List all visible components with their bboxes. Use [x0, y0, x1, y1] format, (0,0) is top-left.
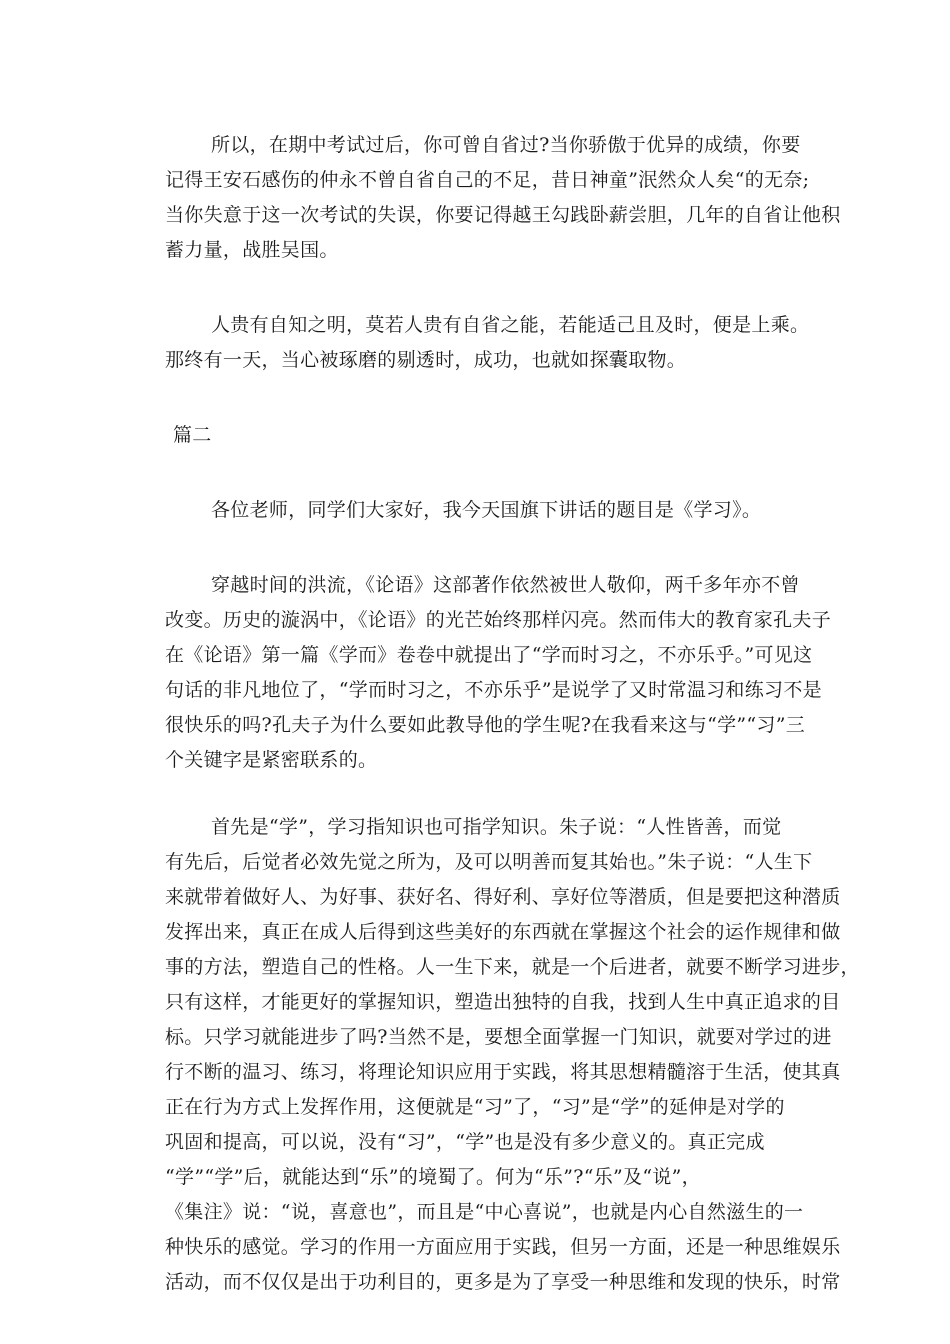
text-line: 当你失意于这一次考试的失误，你要记得越王勾践卧薪尝胆，几年的自省让他积	[165, 204, 841, 226]
paragraph-gap	[165, 268, 825, 308]
text-line: 人贵有自知之明，莫若人贵有自省之能，若能适己且及时，便是上乘。	[211, 314, 810, 336]
text-line: 正在行为方式上发挥作用，这便就是“习”了，“习”是“学”的延伸是对学的	[165, 1096, 785, 1118]
text-line: 很快乐的吗?孔夫子为什么要如此教导他的学生呢?在我看来这与“学”“习”三	[165, 714, 806, 736]
text-line: 个关键字是紧密联系的。	[165, 749, 378, 771]
text-line: 蓄力量，战胜吴国。	[165, 239, 339, 261]
text-line: 首先是“学”，学习指知识也可指学知识。朱子说：“人性皆善，而觉	[211, 816, 782, 838]
text-line: 记得王安石感伤的仲永不曾自省自己的不足，昔日神童”泯然众人矣“的无奈;	[165, 169, 810, 191]
text-line: 标。只学习就能进步了吗?当然不是，要想全面掌握一门知识，就要对学过的进	[165, 1026, 832, 1048]
paragraph-2	[165, 308, 825, 378]
text-line: 活动，而不仅仅是出于功利目的，更多是为了享受一种思维和发现的快乐，时常	[165, 1271, 841, 1293]
section-heading	[165, 418, 825, 453]
text-line: 发挥出来，真正在成人后得到这些美好的东西就在掌握这个社会的运作规律和做	[165, 921, 841, 943]
paragraph-gap	[165, 453, 825, 493]
text-line: 在《论语》第一篇《学而》卷卷中就提出了“学而时习之，不亦乐乎。”可见这	[165, 644, 813, 666]
text-line: “学”“学”后，就能达到“乐”的境蜀了。何为“乐”?“乐”及“说”，	[165, 1166, 701, 1188]
text-line: 只有这样，才能更好的掌握知识，塑造出独特的自我，找到人生中真正追求的目	[165, 991, 841, 1013]
paragraph-gap	[165, 778, 825, 810]
section-title: 篇二	[173, 424, 212, 446]
text-line: 所以，在期中考试过后，你可曾自省过?当你骄傲于优异的成绩，你要	[211, 134, 801, 156]
paragraph-3	[165, 493, 825, 528]
text-line: 穿越时间的洪流，《论语》这部著作依然被世人敬仰，两千多年亦不曾	[211, 574, 800, 596]
text-line: 各位老师，同学们大家好，我今天国旗下讲话的题目是《学习》。	[211, 499, 762, 521]
document-page	[165, 128, 860, 1300]
text-line: 《集注》说：“说，喜意也”，而且是“中心喜说”，也就是内心自然滋生的一	[165, 1201, 804, 1223]
text-line: 改变。历史的漩涡中，《论语》的光芒始终那样闪亮。然而伟大的教育家孔夫子	[165, 609, 832, 631]
text-line: 行不断的温习、练习，将理论知识应用于实践，将其思想精髓溶于生活，使其真	[165, 1061, 841, 1083]
paragraph-gap	[165, 528, 825, 568]
paragraph-gap	[165, 378, 825, 418]
text-line: 有先后，后觉者必效先觉之所为，及可以明善而复其始也。”朱子说：“人生下	[165, 851, 813, 873]
text-line: 来就带着做好人、为好事、获好名、得好利、享好位等潜质，但是要把这种潜质	[165, 886, 841, 908]
text-line: 那终有一天，当心被琢磨的剔透时，成功，也就如探囊取物。	[165, 349, 687, 371]
text-line: 事的方法，塑造自己的性格。人一生下来，就是一个后进者，就要不断学习进步，	[165, 956, 860, 978]
paragraph-5	[165, 810, 860, 1300]
paragraph-1	[165, 128, 841, 268]
text-line: 巩固和提高，可以说，没有“习”，“学”也是没有多少意义的。真正完成	[165, 1131, 765, 1153]
paragraph-4	[165, 568, 832, 778]
text-line: 种快乐的感觉。学习的作用一方面应用于实践，但另一方面，还是一种思维娱乐	[165, 1236, 841, 1258]
text-line: 句话的非凡地位了，“学而时习之，不亦乐乎”是说学了又时常温习和练习不是	[165, 679, 822, 701]
